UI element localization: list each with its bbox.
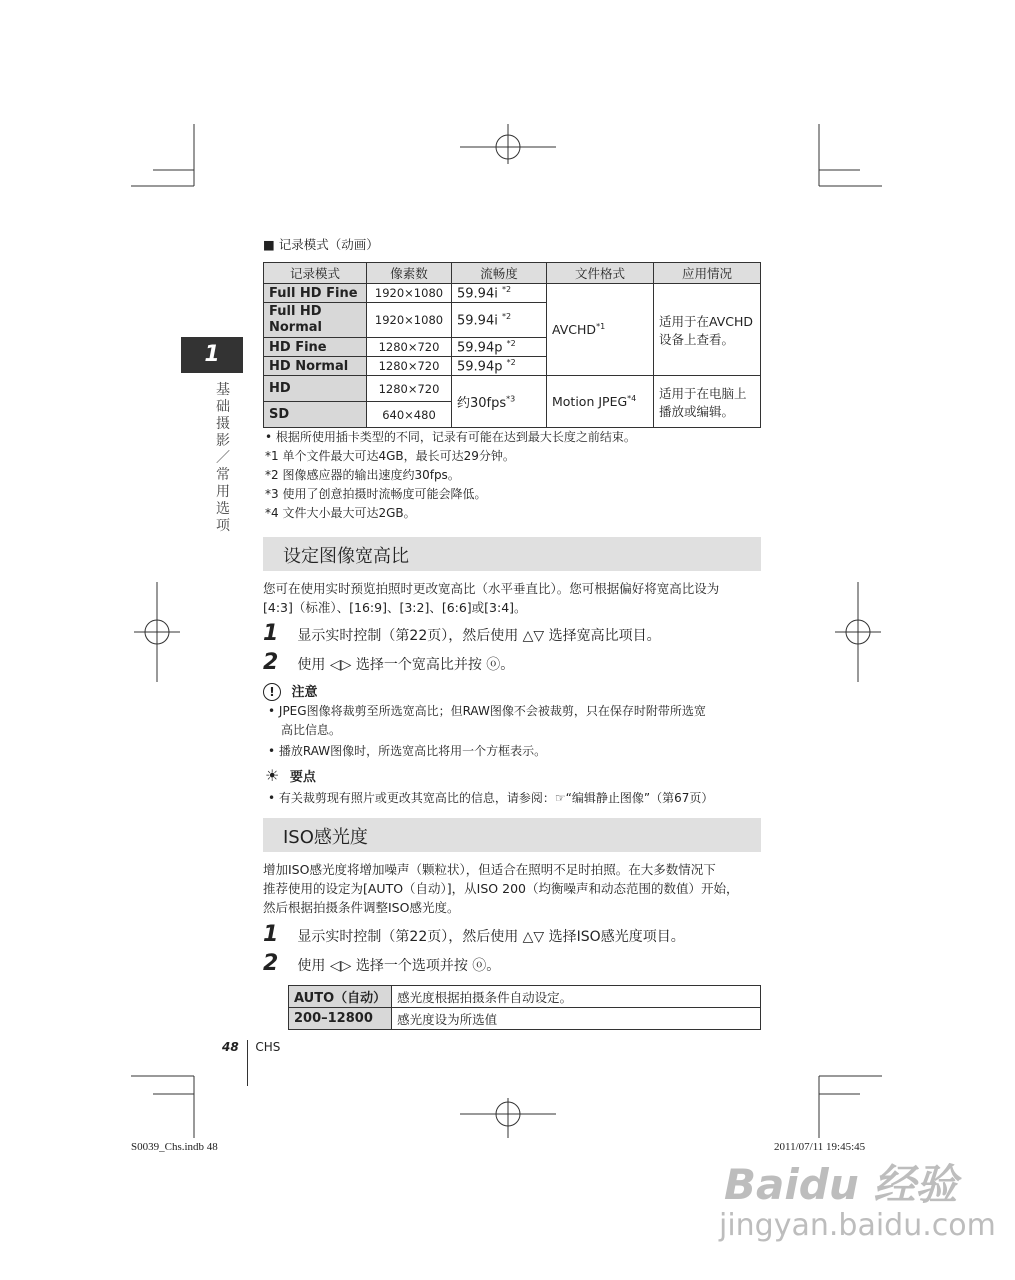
pixels-cell: 640×480: [367, 402, 452, 428]
table-header: 流畅度: [452, 263, 547, 284]
note-line: *1 单个文件最大可达4GB，最长可达29分钟。: [265, 449, 515, 463]
caution-icon: !: [263, 683, 281, 701]
aspect-step-1: [263, 621, 661, 646]
step-text: 显示实时控制（第22页），然后使用 △▽ 选择宽高比项目。: [297, 628, 661, 644]
table-row: [264, 284, 761, 303]
table-row: [264, 376, 761, 402]
caution-item: • JPEG图像将裁剪至所选宽高比；但RAW图像不会被裁剪，只在保存时附带所选宽: [268, 704, 706, 718]
rate-cell: 59.94i $^{*2}$: [452, 284, 547, 303]
iso-heading-bar: [263, 818, 761, 852]
table-header: 像素数: [367, 263, 452, 284]
aspect-intro: [263, 579, 719, 617]
iso-step-1: [263, 922, 685, 947]
aspect-intro-line: 您可在使用实时预览拍照时更改宽高比（水平垂直比）。您可根据偏好将宽高比设为: [263, 581, 720, 596]
aspect-intro-line: [4:3]（标准）、[16:9]、[3:2]、[6:6]或[3:4]。: [263, 600, 527, 615]
table-header: 记录模式: [264, 263, 367, 284]
tip-item: • 有关裁剪现有照片或更改其宽高比的信息，请参阅：☞“编辑静止图像”（第67页）: [268, 791, 714, 805]
iso-intro-line: 然后根据拍摄条件调整ISO感光度。: [263, 900, 460, 915]
rate-cell: 59.94p $^{*2}$: [452, 357, 547, 376]
caution-item: • 播放RAW图像时，所选宽高比将用一个方框表示。: [268, 744, 547, 758]
page-lang: CHS: [255, 1040, 281, 1054]
aspect-heading: 设定图像宽高比: [283, 546, 409, 567]
pixels-cell: 1920×1080: [367, 303, 452, 338]
iso-option-desc: 感光度根据拍摄条件自动设定。: [392, 986, 761, 1008]
caution-label: 注意: [291, 685, 318, 700]
table-header-row: [264, 263, 761, 284]
page-footer: [222, 1040, 280, 1086]
pixels-cell: 1920×1080: [367, 284, 452, 303]
pixels-cell: 1280×720: [367, 338, 452, 357]
record-mode-table: [263, 262, 761, 428]
note-line: • 根据所使用插卡类型的不同，记录有可能在达到最大长度之前结束。: [265, 430, 636, 444]
iso-options-table: [288, 985, 761, 1030]
timestamp: 2011/07/11 19:45:45: [774, 1141, 866, 1153]
mode-cell: HD Normal: [264, 357, 367, 376]
record-mode-title: ■ 记录模式（动画）: [263, 237, 379, 252]
step-number: 1: [263, 922, 279, 947]
file-info: S0039_Chs.indb 48: [131, 1141, 218, 1153]
iso-option-desc: 感光度设为所选值: [392, 1008, 761, 1030]
use-cell: 适用于在电脑上播放或编辑。: [654, 376, 761, 428]
pixels-cell: 1280×720: [367, 357, 452, 376]
step-text: 显示实时控制（第22页），然后使用 △▽ 选择ISO感光度项目。: [297, 929, 685, 945]
baidu-watermark-logo: Baidu 经验: [724, 1160, 958, 1209]
caution-header: [263, 681, 318, 701]
table-header: 应用情况: [654, 263, 761, 284]
aspect-step-2: [263, 650, 514, 675]
iso-intro: [263, 860, 738, 917]
tip-label: 要点: [289, 770, 316, 785]
mode-cell: Full HD Fine: [264, 284, 367, 303]
tip-header: [265, 766, 316, 785]
format-cell: Motion JPEG$^{*4}$: [547, 376, 654, 428]
step-number: 2: [263, 650, 279, 675]
pixels-cell: 1280×720: [367, 376, 452, 402]
step-number: 2: [263, 951, 279, 976]
mode-cell: SD: [264, 402, 367, 428]
note-line: *2 图像感应器的输出速度约30fps。: [265, 468, 460, 482]
caution-list: [268, 702, 706, 761]
table-header: 文件格式: [547, 263, 654, 284]
rate-cell: 59.94p $^{*2}$: [452, 338, 547, 357]
note-line: *3 使用了创意拍摄时流畅度可能会降低。: [265, 487, 487, 501]
step-text: 使用 ◁▷ 选择一个宽高比并按 ⓞ。: [297, 657, 515, 673]
mode-cell: HD Fine: [264, 338, 367, 357]
note-line: *4 文件大小最大可达2GB。: [265, 506, 416, 520]
iso-intro-line: 增加ISO感光度将增加噪声（颗粒状），但适合在照明不足时拍照。在大多数情况下: [263, 862, 716, 877]
mode-cell: Full HD Normal: [264, 303, 367, 338]
tip-lightbulb-icon: ☀: [265, 766, 280, 785]
use-cell: 适用于在AVCHD设备上查看。: [654, 284, 761, 376]
aspect-heading-bar: [263, 537, 761, 571]
chapter-tab: 1: [181, 337, 243, 373]
mode-cell: HD: [264, 376, 367, 402]
iso-heading: ISO感光度: [283, 827, 368, 848]
table-row: [289, 986, 761, 1008]
iso-step-2: [263, 951, 500, 976]
iso-option-key: 200–12800: [289, 1008, 392, 1030]
rate-cell: 59.94i $^{*2}$: [452, 303, 547, 338]
caution-item: 高比信息。: [281, 723, 342, 737]
iso-intro-line: 推荐使用的设定为[AUTO（自动）]，从ISO 200（均衡噪声和动态范围的数值）开始，: [263, 881, 739, 896]
table-row: [289, 1008, 761, 1030]
format-cell: AVCHD$^{*1}$: [547, 284, 654, 376]
step-number: 1: [263, 621, 279, 646]
step-text: 使用 ◁▷ 选择一个选项并按 ⓞ。: [297, 958, 501, 974]
iso-option-key: AUTO（自动）: [289, 986, 392, 1008]
record-notes: [265, 428, 636, 523]
page-number: 48: [222, 1040, 239, 1054]
chapter-side-label: 基础摄影／常用选项: [216, 382, 230, 534]
watermark-url: jingyan.baidu.com: [719, 1208, 996, 1243]
rate-cell: 约30fps$^{*3}$: [452, 376, 547, 428]
